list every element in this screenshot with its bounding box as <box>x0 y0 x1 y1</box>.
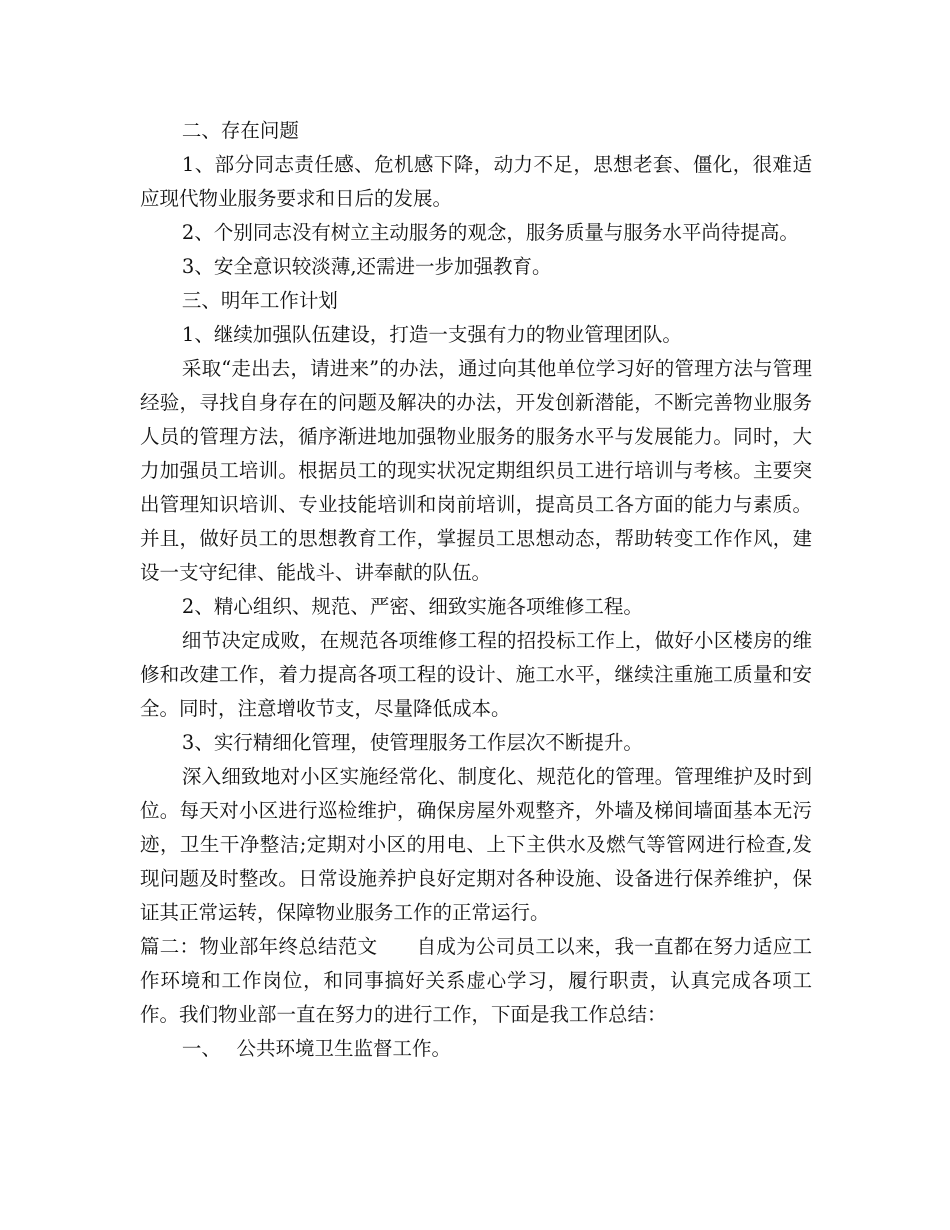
paragraph-plan-3-body: 深入细致地对小区实施经常化、制度化、规范化的管理。管理维护及时到位。每天对小区进行巡检维护，确保房屋外观整齐，外墙及梯间墙面基本无污迹，卫生干净整洁;定期对小区的用电、上下主供水及燃气等管网进行检查,发现问题及时整改。日常设施养护良好定期对各种设施、设备进行保养维护，保证其正常运转，保障物业服务工作的正常运行。 <box>140 765 812 924</box>
plan-item-2: 2、精心组织、规范、严密、细致实施各项维修工程。 <box>181 595 643 618</box>
plan-item-3: 3、实行精细化管理，使管理服务工作层次不断提升。 <box>181 731 643 754</box>
paragraph-plan-2-body: 细节决定成败，在规范各项维修工程的招投标工作上，做好小区楼房的维修和改建工作，着力提高各项工程的设计、施工水平，继续注重施工质量和安全。同时，注意增收节支，尽量降低成本。 <box>140 629 812 720</box>
document-page <box>140 114 812 1066</box>
part-two-heading: 篇二：物业部年终总结范文 <box>140 935 378 958</box>
section-number: 一、 <box>181 1037 221 1060</box>
paragraph-problem-1: 1、部分同志责任感、危机感下降，动力不足，思想老套、僵化，很难适应现代物业服务要求和日后的发展。 <box>140 153 812 210</box>
section-heading-problems: 二、存在问题 <box>181 119 299 142</box>
plan-item-1: 1、继续加强队伍建设，打造一支强有力的物业管理团队。 <box>181 323 682 346</box>
paragraph-problem-3: 3、安全意识较淡薄,还需进一步加强教育。 <box>181 255 552 278</box>
section-title: 公共环境卫生监督工作。 <box>236 1037 452 1060</box>
paragraph-plan-1-body: 采取“走出去，请进来”的办法，通过向其他单位学习好的管理方法与管理经验，寻找自身存在的问题及解决的办法，开发创新潜能，不断完善物业服务人员的管理方法，循序渐进地加强物业服务的服务水平与发展能力。同时，大力加强员工培训。根据员工的现实状况定期组织员工进行培训与考核。主要突出管理知识培训、专业技能培训和岗前培训，提高员工各方面的能力与素质。并且，做好员工的思想教育工作，掌握员工思想动态，帮助转变工作作风，建设一支守纪律、能战斗、讲奉献的队伍。 <box>140 357 812 584</box>
paragraph-problem-2: 2、个别同志没有树立主动服务的观念，服务质量与服务水平尚待提高。 <box>181 221 799 244</box>
part-two-body: 自成为公司员工以来，我一直都在努力适应工作环境和工作岗位，和同事搞好关系虚心学习，履行职责，认真完成各项工作。我们物业部一直在努力的进行工作，下面是我工作总结： <box>140 935 812 1026</box>
section-heading-environment <box>140 1032 812 1066</box>
part-two-paragraph <box>140 930 812 1032</box>
section-heading-plan: 三、明年工作计划 <box>181 289 338 312</box>
